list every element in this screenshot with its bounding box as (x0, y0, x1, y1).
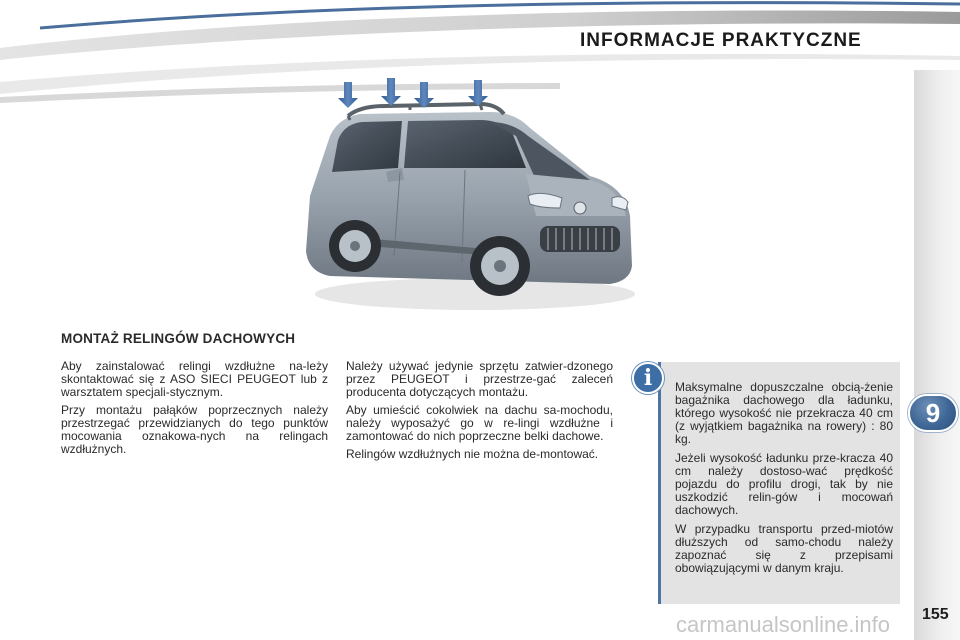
car-illustration (290, 76, 650, 316)
paragraph: Należy używać jedynie sprzętu zatwier-dzonego przez PEUGEOT i przestrze-gać zaleceń producenta dotyczących montażu. (346, 359, 613, 399)
info-icon: i (632, 362, 664, 394)
info-paragraph: Maksymalne dopuszczalne obcią-żenie bagażnika dachowego dla ładunku, którego wysokość nie przekracza 40 cm (z wyjątkiem bagażnika na rowery) : 80 kg. (675, 380, 893, 446)
watermark: carmanualsonline.info (676, 612, 891, 637)
paragraph: Aby zainstalować relingi wzdłużne na-leży skontaktować się z ASO SIECI PEUGEOT lub z warsztatem specjali-stycznym. (61, 359, 328, 399)
chapter-tab (914, 70, 960, 640)
paragraph: Aby umieścić cokolwiek na dachu sa-mochodu, należy wyposażyć go w re-lingi wzdłużne i zamontować do nich poprzeczne belki dachowe. (346, 403, 613, 443)
chapter-badge[interactable]: 9 (908, 394, 958, 432)
paragraph: Przy montażu pałąków poprzecznych należy przestrzegać przewidzianych do tego punktów mocowania oznakowa-nych na relingach wzdłużnych. (61, 403, 328, 456)
article-title: MONTAŻ RELINGÓW DACHOWYCH (61, 331, 296, 346)
info-paragraph: W przypadku transportu przed-miotów dłuższych od samo-chodu należy zapoznać się z przepisami obowiązującymi w danym kraju. (675, 522, 893, 575)
middle-column (346, 360, 613, 466)
info-text (675, 381, 893, 581)
info-paragraph: Jeżeli wysokość ładunku prze-kracza 40 cm należy dostoso-wać prędkość pojazdu do profilu drogi, tak by nie uszkodzić relin-gów i mocowań dachowych. (675, 451, 893, 517)
page-number: 155 (922, 606, 949, 623)
section-title: INFORMACJE PRAKTYCZNE (580, 30, 862, 51)
paragraph: Relingów wzdłużnych nie można de-montować. (346, 447, 599, 461)
left-column (61, 360, 328, 461)
